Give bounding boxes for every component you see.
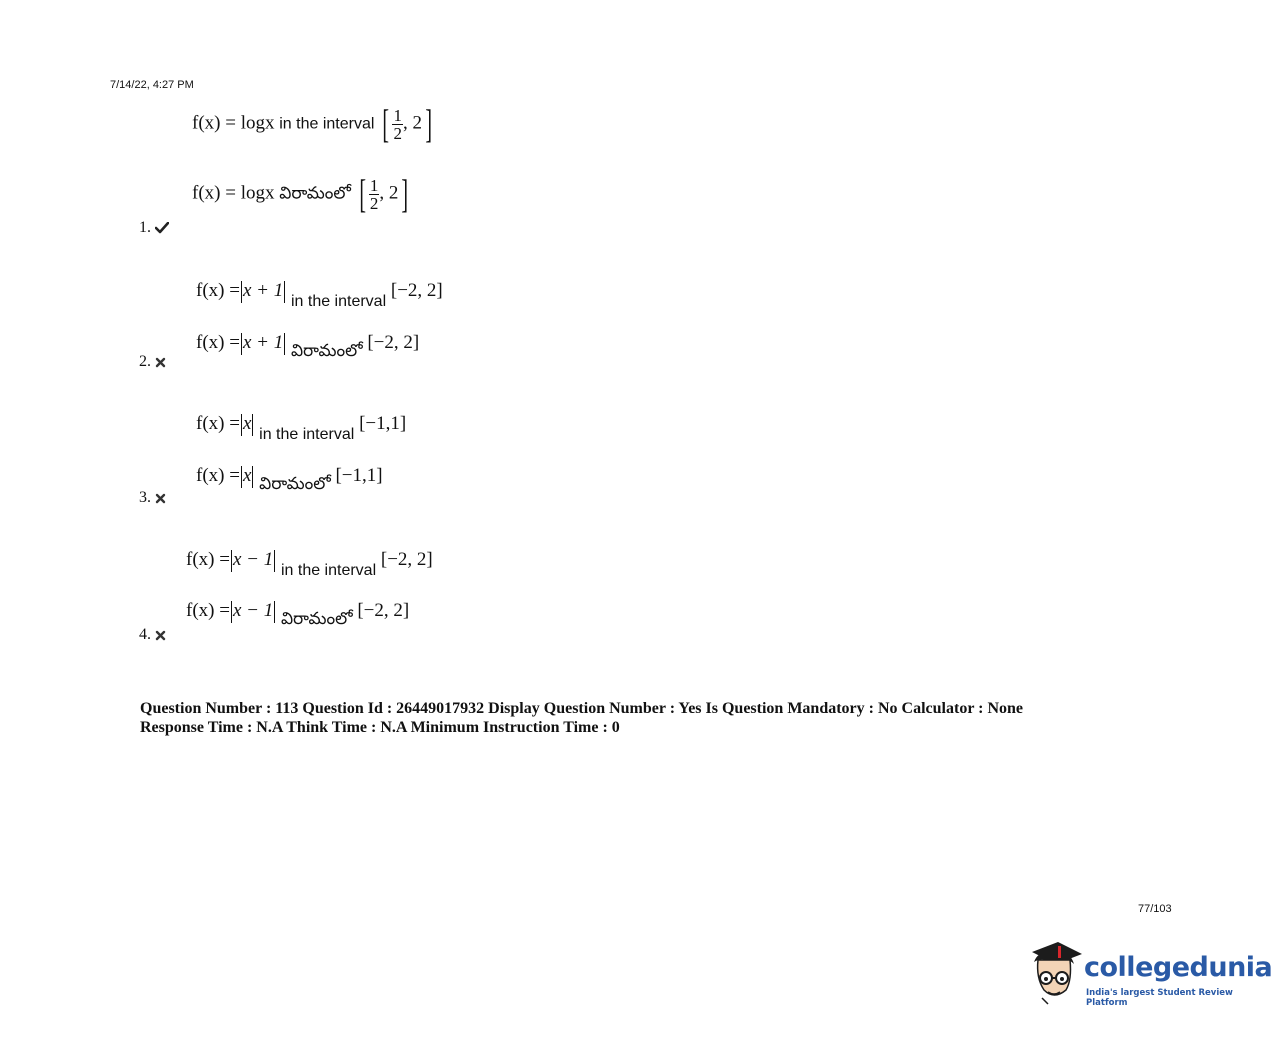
option-3-label <box>139 489 166 507</box>
option-2-english-interval: [−2, 2] <box>390 280 443 301</box>
option-2-english-lhs: f(x) = <box>196 280 240 301</box>
logo-wordmark: collegedunia <box>1084 952 1273 983</box>
option-2-telugu <box>196 332 420 361</box>
check-icon <box>155 222 169 234</box>
print-timestamp: 7/14/22, 4:27 PM <box>110 79 194 91</box>
option-3-number: 3. <box>139 489 151 506</box>
option-1-english-den: 2 <box>393 123 402 143</box>
option-4-english-interval: [−2, 2] <box>380 549 433 570</box>
option-3-telugu-lhs: f(x) = <box>196 465 240 486</box>
question-metadata-line-1: Question Number : 113 Question Id : 26449017932 Display Question Number : Yes Is Question Mandatory : No Calculator : None <box>140 700 1024 717</box>
option-4-number: 4. <box>139 626 151 643</box>
option-1-english-connector: in the interval <box>279 115 375 133</box>
option-3-english <box>196 413 407 443</box>
option-3-telugu <box>196 465 383 494</box>
option-3-telugu-interval: [−1,1] <box>335 465 383 486</box>
option-1-telugu-den: 2 <box>369 193 379 213</box>
cross-icon <box>155 630 166 641</box>
option-1-telugu: f(x) = logx విరామంలో [ $\frac{1}{2}$ , 2] <box>192 171 409 216</box>
option-2-english-connector: in the interval <box>290 293 387 310</box>
option-1-english-lhs: f(x) = logx <box>192 112 275 134</box>
option-1-telugu-connector: విరామంలో <box>279 183 351 204</box>
option-4-telugu-abs: x − 1 <box>232 600 274 621</box>
option-1-telugu-lhs: f(x) = logx <box>192 182 275 204</box>
cross-icon <box>155 493 166 504</box>
option-2-number: 2. <box>139 353 151 370</box>
option-1-english: f(x) = logx in the interval [ $\frac{1}{2}$ , 2] <box>192 101 432 146</box>
mascot-icon <box>1024 938 1084 1008</box>
page-number: 77/103 <box>1138 903 1172 915</box>
option-2-telugu-abs: x + 1 <box>242 332 284 353</box>
option-3-english-lhs: f(x) = <box>196 413 240 434</box>
option-3-telugu-abs: x <box>242 465 252 486</box>
option-1-number: 1. <box>139 219 151 236</box>
option-2-telugu-lhs: f(x) = <box>196 332 240 353</box>
collegedunia-logo <box>1024 938 1273 1008</box>
option-4-english-abs: x − 1 <box>232 549 274 570</box>
option-1-english-end: , 2 <box>402 112 422 134</box>
option-4-telugu <box>186 600 410 629</box>
logo-tagline: India's largest Student Review Platform <box>1086 988 1233 1008</box>
option-2-english <box>196 280 443 310</box>
option-2-english-abs: x + 1 <box>242 280 284 301</box>
option-4-english-connector: in the interval <box>280 562 377 579</box>
option-1-telugu-end: , 2 <box>379 182 399 204</box>
option-4-english <box>186 549 433 579</box>
option-4-telugu-interval: [−2, 2] <box>357 600 410 621</box>
option-2-telugu-interval: [−2, 2] <box>367 332 420 353</box>
option-4-telugu-lhs: f(x) = <box>186 600 230 621</box>
option-3-english-interval: [−1,1] <box>359 413 407 434</box>
option-4-label <box>139 626 166 644</box>
option-4-telugu-connector: విరామంలో <box>280 609 353 629</box>
option-1-english-num: 1 <box>393 105 402 125</box>
option-1-telugu-num: 1 <box>369 175 379 195</box>
option-3-english-abs: x <box>242 413 252 434</box>
option-3-telugu-connector: విరామంలో <box>259 474 331 494</box>
cross-icon <box>155 357 166 368</box>
question-metadata-line-2: Response Time : N.A Think Time : N.A Minimum Instruction Time : 0 <box>140 719 620 736</box>
question-metadata <box>140 699 1140 737</box>
option-2-label <box>139 353 166 371</box>
option-4-english-lhs: f(x) = <box>186 549 230 570</box>
option-1-label <box>139 219 169 237</box>
option-2-telugu-connector: విరామంలో <box>290 341 363 361</box>
option-3-english-connector: in the interval <box>259 426 355 443</box>
